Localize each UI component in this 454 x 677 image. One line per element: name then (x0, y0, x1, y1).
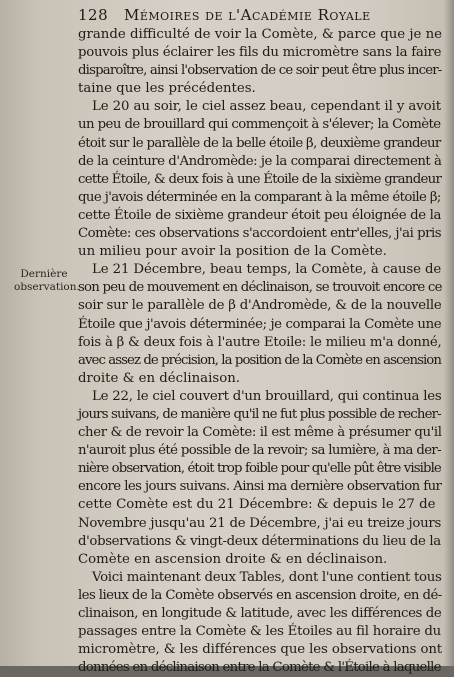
text-line: pouvois plus éclairer les fils du micromètre sans la faire (78, 45, 442, 61)
text-line: jours suivans, de manière qu'il ne fut plus possible de recher- (78, 406, 441, 422)
text-line: micromètre, & les différences que les observations ont (78, 642, 443, 658)
paragraph-start-line: Voici maintenant deux Tables, dont l'une contient tous (92, 569, 442, 585)
text-line: encore les jours suivans. Ainsi ma dernière observation fur (78, 479, 442, 495)
text-line: avec assez de précision, la position de la Comète en ascension (78, 352, 441, 368)
text-line: un peu de brouillard qui commençoit à s'élever; la Comète (78, 117, 441, 133)
text-line: Comète: ces observations s'accordoient entr'elles, j'ai pris (78, 226, 442, 242)
text-line: Comète en ascension droite & en déclinaison. (78, 551, 388, 567)
paragraph-start-line: Le 20 au soir, le ciel assez beau, cependant il y avoit (92, 99, 442, 115)
margin-note-line: Dernière (20, 268, 68, 280)
margin-note (14, 268, 80, 294)
text-line: données en déclinaison entre la Comète & l'Étoile à laquelle (78, 660, 441, 676)
paragraph-start-line: Le 22, le ciel couvert d'un brouillard, qui continua les (92, 388, 442, 404)
running-header (78, 4, 446, 26)
text-line: de la ceinture d'Andromède: je la comparai directement à (78, 153, 442, 169)
text-line: passages entre la Comète & les Étoiles au fil horaire du (78, 624, 441, 640)
text-line: d'observations & vingt-deux déterminations du lieu de la (78, 533, 441, 549)
text-line: cette Étoile de sixième grandeur étoit peu éloignée de la (78, 207, 442, 223)
text-line: nière observation, étoit trop foible pour qu'elle pût être visible (78, 461, 441, 477)
text-line: droite & en déclinaison. (78, 370, 240, 386)
text-line: cette Étoile, & deux fois à une Étoile de la sixième grandeur (78, 171, 442, 187)
margin-note-line: observation. (14, 281, 80, 293)
text-line: Novembre jusqu'au 21 de Décembre, j'ai eu treize jours (78, 515, 442, 531)
text-line: grande difficulté de voir la Comète, & parce que je ne (78, 27, 443, 42)
text-line: Étoile que j'avois déterminée; je comparai la Comète une (78, 316, 442, 332)
text-line: cher & de revoir la Comète: il est même à présumer qu'il (78, 425, 442, 441)
text-line: fois à β & deux fois à l'autre Etoile: le milieu m'a donné, (78, 334, 442, 350)
text-line: que j'avois déterminée en la comparant à la même étoile β; (78, 189, 441, 205)
text-line: étoit sur le parallèle de la belle étoile β, deuxième grandeur (78, 135, 441, 151)
running-title: Mémoires de l'Académie Royale (124, 6, 371, 24)
text-line: cette Comète est du 21 Décembre: & depuis le 27 de (78, 497, 436, 513)
text-line: clinaison, en longitude & latitude, avec les différences de (78, 606, 442, 621)
text-line: un milieu pour avoir la position de la Comète. (78, 244, 387, 260)
page-number: 128 (78, 6, 109, 24)
text-line: soir sur le parallèle de β d'Andromède, & de la nouvelle (78, 298, 442, 314)
text-line: taine que les précédentes. (78, 81, 256, 97)
body-text (78, 26, 444, 677)
text-line: n'auroit plus été possible de la revoir; sa lumière, à ma der- (78, 443, 441, 459)
paragraph-start-line: Le 21 Décembre, beau temps, la Comète, à cause de (92, 262, 442, 278)
text-line: son peu de mouvement en déclinaison, se trouvoit encore ce (78, 280, 442, 296)
text-line: les lieux de la Comète observés en ascension droite, en dé- (78, 587, 442, 603)
text-line: disparoître, ainsi l'observation de ce soir peut être plus incer- (78, 63, 442, 79)
